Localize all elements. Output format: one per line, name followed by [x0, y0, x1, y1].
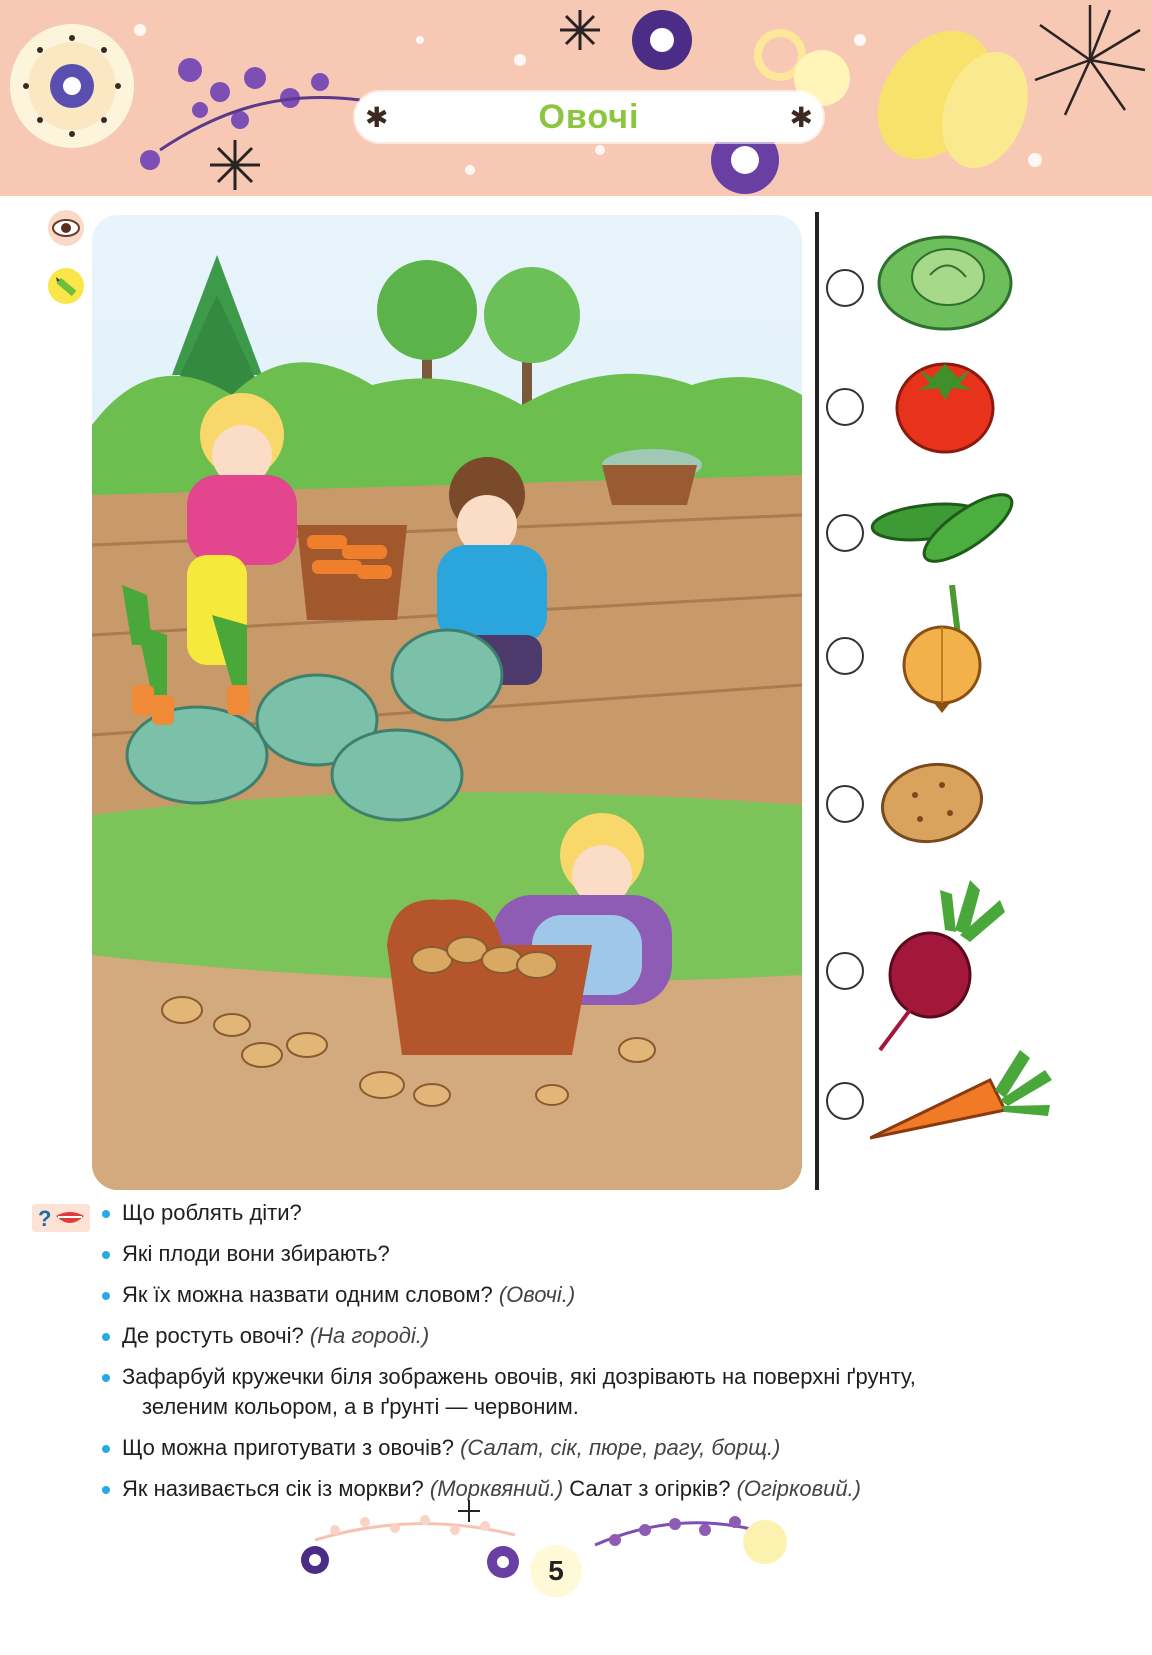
question-item: Які плоди вони збирають?: [100, 1239, 1100, 1269]
potato-icon: [870, 755, 1020, 865]
question-speak-icon: [32, 1204, 90, 1232]
color-circle-cabbage[interactable]: [826, 269, 864, 307]
question-item: Як їх можна назвати одним словом? (Овочі.): [100, 1280, 1100, 1310]
cabbage-icon: [870, 225, 1020, 335]
cucumber-icon: [870, 470, 1020, 580]
carrot-icon: [870, 1050, 1070, 1150]
color-circle-cucumber[interactable]: [826, 514, 864, 552]
garden-scene-illustration: [92, 215, 802, 1190]
page-header: [0, 0, 1152, 196]
question-item: Що можна приготувати з овочів? (Салат, сік, пюре, рагу, борщ.): [100, 1433, 1100, 1463]
question-item: Зафарбуй кружечки біля зображень овочів, які дозрівають на поверхні ґрунту, зеленим кольором, а в ґрунті — червоним.: [100, 1362, 1100, 1422]
question-item: Що роблять діти?: [100, 1198, 1100, 1228]
page-number: 5: [530, 1545, 582, 1597]
page-title: Овочі: [538, 97, 640, 136]
color-circle-tomato[interactable]: [826, 388, 864, 426]
svg-text:?: ?: [38, 1206, 52, 1231]
color-circle-potato[interactable]: [826, 785, 864, 823]
tomato-icon: [870, 348, 1020, 458]
star-icon: ✱: [365, 102, 389, 133]
question-item: Де ростуть овочі? (На городі.): [100, 1321, 1100, 1351]
vegetable-row-cabbage: [826, 225, 1146, 345]
color-circle-beet[interactable]: [826, 952, 864, 990]
star-icon: ✱: [789, 102, 813, 133]
vegetable-row-onion: [826, 585, 1146, 705]
vegetable-row-carrot: [826, 1050, 1146, 1170]
color-circle-carrot[interactable]: [826, 1082, 864, 1120]
questions-list: [100, 1198, 1100, 1504]
pencil-icon: [48, 268, 84, 304]
beet-icon: [870, 880, 1020, 1060]
eye-icon: [48, 210, 84, 246]
vegetable-row-tomato: [826, 348, 1146, 468]
question-item: Як називається сік із моркви? (Морквяний.) Салат з огірків? (Огірковий.): [100, 1474, 1100, 1504]
vegetable-row-cucumber: [826, 470, 1146, 590]
vegetable-row-beet: [826, 880, 1146, 1000]
onion-icon: [870, 585, 1020, 715]
title-plate: [355, 92, 823, 142]
vertical-divider: [815, 212, 819, 1190]
vegetable-row-potato: [826, 755, 1146, 875]
color-circle-onion[interactable]: [826, 637, 864, 675]
